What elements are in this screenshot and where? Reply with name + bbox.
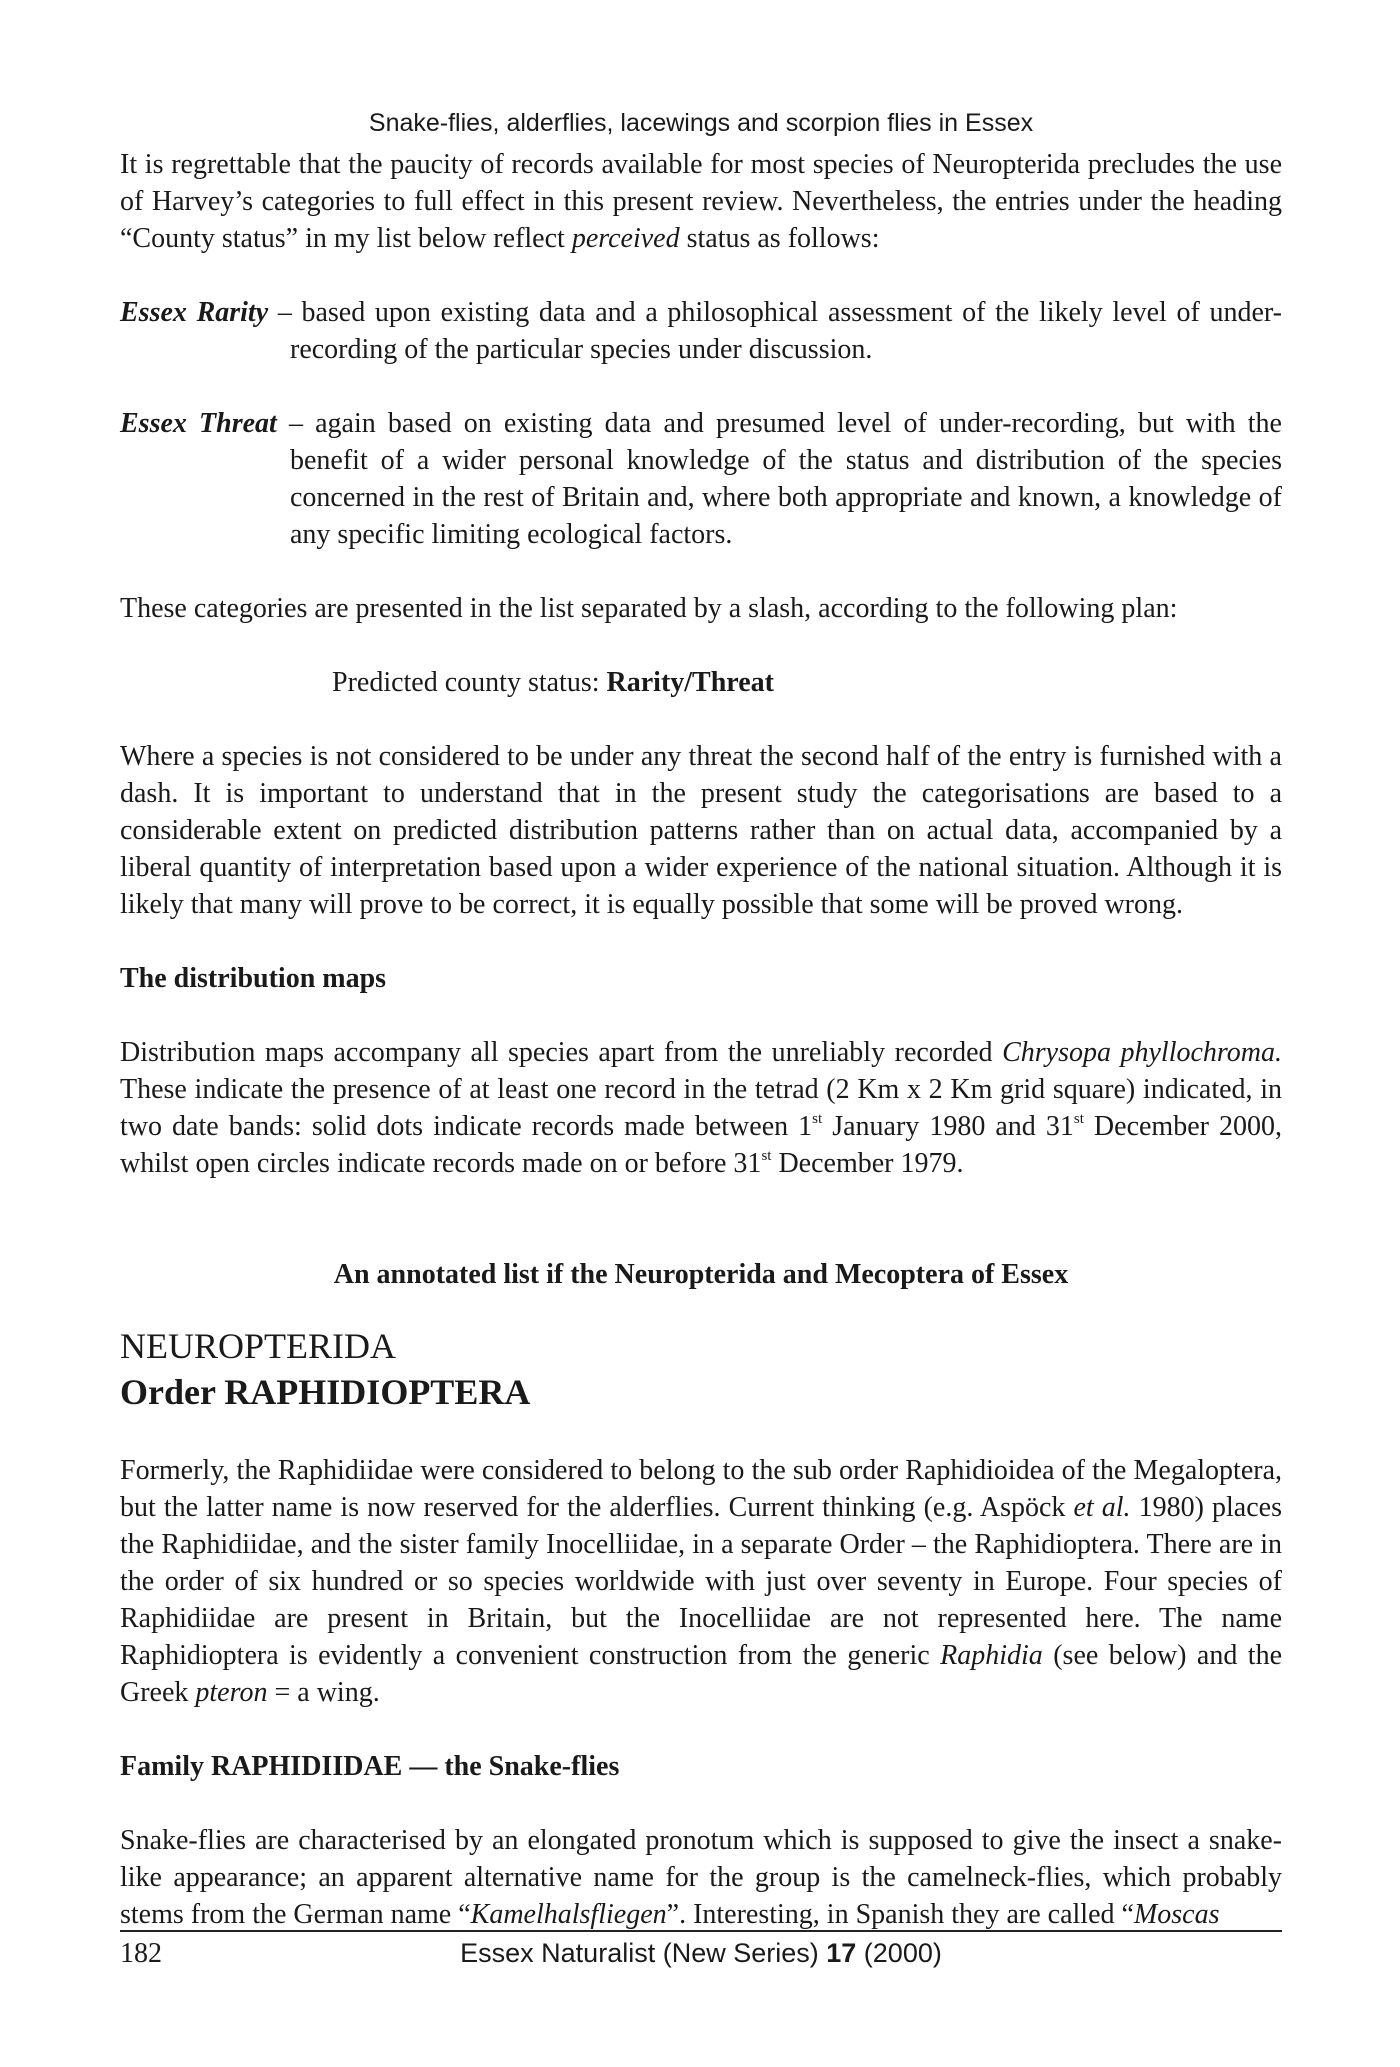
family-heading: Family RAPHIDIIDAE — the Snake-flies — [120, 1751, 620, 1782]
formerly-italic-2: Raphidia — [940, 1640, 1043, 1671]
journal-citation — [120, 1938, 1282, 1969]
plan-line — [120, 664, 1282, 701]
snake-italic-2: Moscas — [1133, 1899, 1220, 1930]
maps-paragraph — [120, 1034, 1282, 1182]
threat-text: – again based on existing data and presumed level of under-recording, but with the benefit of a wider personal knowledge of the status and distribution of the species concerned in the rest of Britain and, where both appropriate and known, a knowledge of any specific limiting ecological factors. — [276, 408, 1282, 550]
categories-paragraph: These categories are presented in the list separated by a slash, according to the following plan: — [120, 593, 1178, 624]
formerly-text-b: 1980) places the Raphidiidae, and the sister family Inocelliidae, in a separate Order – the Raphidioptera. There are in the order of six hundred or so species worldwide with just over seventy in Europe. Four species of Raphidiidae are present in Britain, but the Inocelliidae are not represented here. The name Raphidioptera is evidently a convenient construction from the generic — [120, 1492, 1282, 1671]
heading-neuropterida: NEUROPTERIDA — [120, 1326, 396, 1366]
plan-label: Predicted county status: — [332, 667, 607, 698]
maps-sup-3: st — [761, 1147, 772, 1164]
formerly-text-d: = a wing. — [267, 1677, 380, 1708]
rarity-term: Essex Rarity — [120, 297, 269, 328]
running-head: Snake-flies, alderflies, lacewings and scorpion flies in Essex — [368, 109, 1034, 137]
intro-italic: perceived — [571, 223, 680, 254]
list-title: An annotated list if the Neuropterida and Mecoptera of Essex — [333, 1259, 1069, 1290]
intro-paragraph — [120, 146, 1282, 257]
maps-text-e: December 1979. — [771, 1148, 964, 1179]
maps-text-b: These indicate the presence of at least one record in the tetrad (2 Km x 2 Km grid square) indicated, in two date bands: solid dots indicate records made between 1 — [120, 1074, 1282, 1142]
maps-text-c: January 1980 and 31 — [822, 1111, 1074, 1142]
maps-text-d: December 2000, whilst open circles indicate records made on or before 31 — [120, 1111, 1282, 1179]
formerly-text-a: Formerly, the Raphidiidae were considered to belong to the sub order Raphidioidea of the Megaloptera, but the latter name is now reserved for the alderflies. Current thinking (e.g. Aspöck — [120, 1455, 1282, 1523]
page-content — [120, 108, 1282, 1933]
formerly-italic-3: pteron — [195, 1677, 268, 1708]
formerly-text-c: (see below) and the Greek — [120, 1640, 1283, 1708]
journal-volume: 17 — [826, 1938, 857, 1968]
formerly-italic-1: et al. — [1073, 1492, 1131, 1523]
snake-italic-1: Kamelhalsfliegen — [470, 1899, 667, 1930]
maps-italic: Chrysopa phyllochroma. — [1002, 1037, 1282, 1068]
maps-text-a: Distribution maps accompany all species apart from the unreliably recorded — [120, 1037, 1003, 1068]
formerly-paragraph — [120, 1452, 1282, 1711]
rarity-text: – based upon existing data and a philosophical assessment of the likely level of under-recording of the particular species under discussion. — [268, 297, 1282, 365]
page-footer — [120, 1938, 1282, 1978]
threat-term: Essex Threat — [120, 408, 277, 439]
intro-text-1: It is regrettable that the paucity of records available for most species of Neuropterida precludes the use of Harvey’s categories to full effect in this present review. Nevertheless, the entries under the heading “County status” in my list below reflect — [120, 149, 1282, 254]
snake-paragraph — [120, 1822, 1282, 1933]
heading-order: Order RAPHIDIOPTERA — [120, 1372, 531, 1412]
journal-name: Essex Naturalist (New Series) — [460, 1938, 827, 1968]
plan-bold: Rarity/Threat — [606, 667, 774, 698]
maps-sup-2: st — [1073, 1110, 1084, 1127]
rarity-definition — [120, 294, 1282, 368]
page-number: 182 — [120, 1938, 162, 1969]
snake-text-b: ”. Interesting, in Spanish they are called “ — [666, 1899, 1134, 1930]
snake-text-a: Snake-flies are characterised by an elongated pronotum which is supposed to give the insect a snake-like appearance; an apparent alternative name for the group is the camelneck-flies, which probably stems from the German name “ — [120, 1825, 1282, 1930]
footer-rule — [120, 1930, 1282, 1932]
intro-text-2: status as follows: — [679, 223, 880, 254]
where-paragraph: Where a species is not considered to be under any threat the second half of the entry is furnished with a dash. It is important to understand that in the present study the categorisations are based to a considerable extent on predicted distribution patterns rather than on actual data, accompanied by a liberal quantity of interpretation based upon a wider experience of the national situation. Although it is likely that many will prove to be correct, it is equally possible that some will be proved wrong. — [120, 741, 1282, 920]
maps-heading: The distribution maps — [120, 963, 387, 994]
threat-definition — [120, 405, 1282, 553]
maps-sup-1: st — [812, 1110, 823, 1127]
journal-year: (2000) — [856, 1938, 942, 1968]
